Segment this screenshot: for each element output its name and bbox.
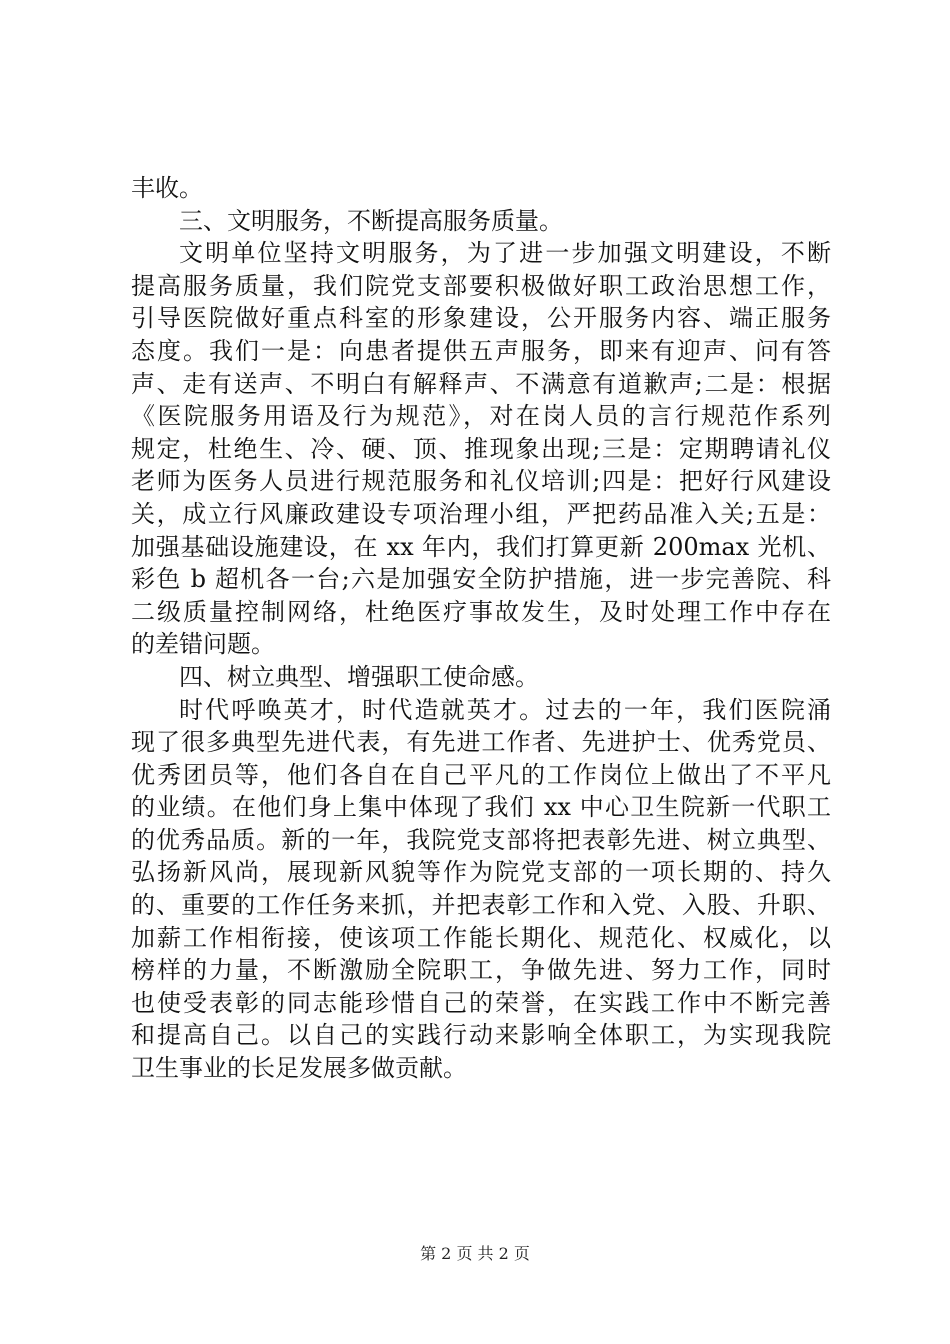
text-line: 《医院服务用语及行为规范》，对在岗人员的言行规范作系列 xyxy=(131,402,831,431)
text-line: 弘扬新风尚，展现新风貌等作为院党支部的一项长期的、持久 xyxy=(131,858,831,887)
text-line: 也使受表彰的同志能珍惜自己的荣誉，在实践工作中不断完善 xyxy=(131,988,831,1017)
text-line: 优秀团员等，他们各自在自己平凡的工作岗位上做出了不平凡 xyxy=(131,760,831,789)
text-line: 的业绩。在他们身上集中体现了我们 xx 中心卫生院新一代职工 xyxy=(131,793,831,822)
page-footer: 第 2 页 共 2 页 xyxy=(420,1244,530,1263)
text-line: 丰收。 xyxy=(131,174,203,202)
text-line: 的、重要的工作任务来抓，并把表彰工作和入党、入股、升职、 xyxy=(131,891,831,920)
text-line: 卫生事业的长足发展多做贡献。 xyxy=(131,1054,467,1083)
document-body xyxy=(131,172,831,1085)
text-line: 关，成立行风廉政建设专项治理小组，严把药品准入关;五是： xyxy=(131,499,831,528)
text-line: 现了很多典型先进代表，有先进工作者、先进护士、优秀党员、 xyxy=(131,728,831,757)
text-line: 加薪工作相衔接，使该项工作能长期化、规范化、权威化，以 xyxy=(131,923,831,952)
text-line: 的差错问题。 xyxy=(131,630,275,659)
text-line: 时代呼唤英才，时代造就英才。过去的一年，我们医院涌 xyxy=(179,695,831,724)
text-line: 的优秀品质。新的一年，我院党支部将把表彰先进、树立典型、 xyxy=(131,825,831,854)
text-line: 声、走有送声、不明白有解释声、不满意有道歉声;二是：根据 xyxy=(131,369,831,398)
text-line: 引导医院做好重点科室的形象建设，公开服务内容、端正服务 xyxy=(131,304,831,333)
text-line: 榜样的力量，不断激励全院职工，争做先进、努力工作，同时 xyxy=(131,956,831,985)
text-line: 四、树立典型、增强职工使命感。 xyxy=(179,662,539,691)
text-line: 文明单位坚持文明服务，为了进一步加强文明建设，不断 xyxy=(179,239,831,268)
text-line: 加强基础设施建设，在 xx 年内，我们打算更新 200max 光机、 xyxy=(131,532,831,561)
text-line: 提高服务质量，我们院党支部要积极做好职工政治思想工作， xyxy=(131,271,831,300)
text-line: 态度。我们一是：向患者提供五声服务，即来有迎声、问有答 xyxy=(131,336,831,365)
text-line: 规定，杜绝生、冷、硬、顶、推现象出现;三是：定期聘请礼仪 xyxy=(131,434,831,463)
text-line: 彩色 b 超机各一台;六是加强安全防护措施，进一步完善院、科 xyxy=(131,565,831,594)
text-line: 老师为医务人员进行规范服务和礼仪培训;四是：把好行风建设 xyxy=(131,467,831,496)
text-line: 和提高自己。以自己的实践行动来影响全体职工，为实现我院 xyxy=(131,1021,831,1050)
text-line: 三、文明服务，不断提高服务质量。 xyxy=(179,206,563,235)
text-line: 二级质量控制网络，杜绝医疗事故发生，及时处理工作中存在 xyxy=(131,597,831,626)
